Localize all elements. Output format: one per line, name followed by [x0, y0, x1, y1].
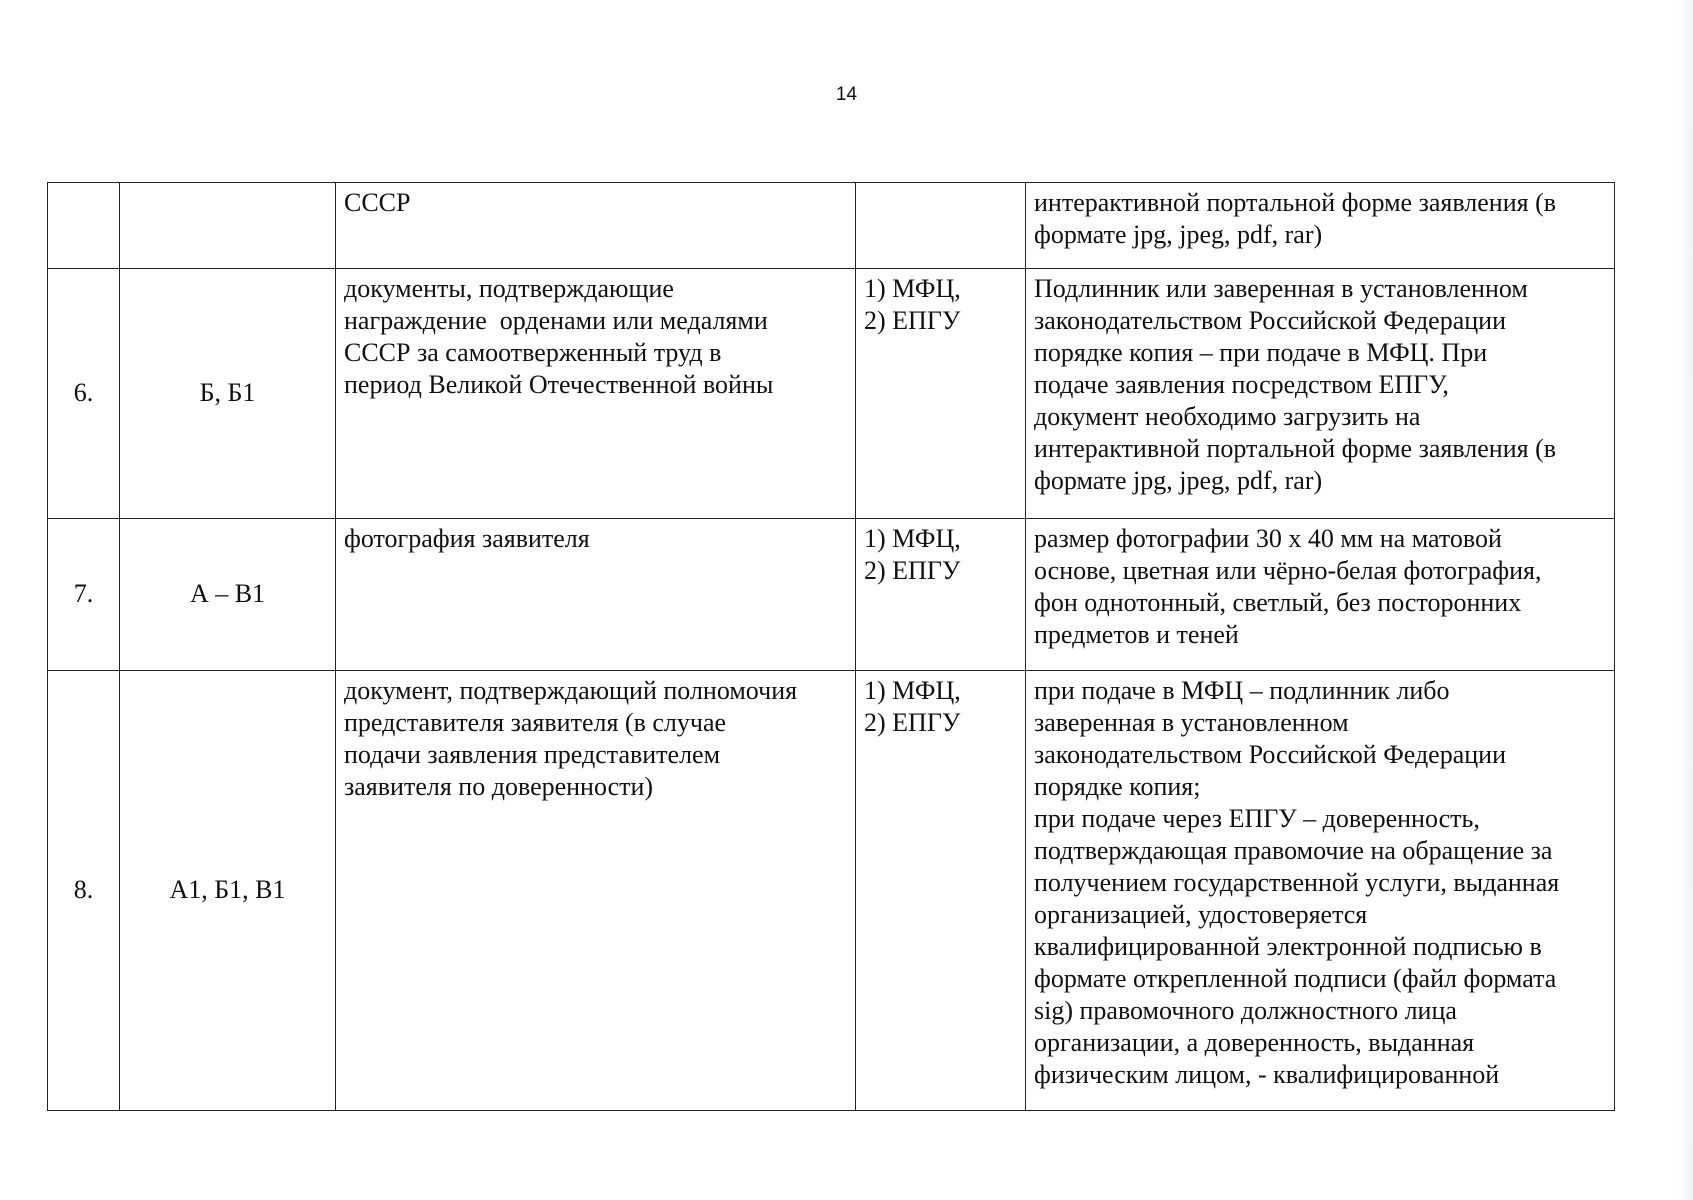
requirements-cell [1026, 671, 1615, 1111]
requirements-line: получением государственной услуги, выданная [1034, 868, 1560, 897]
requirements-line: законодательством Российской Федерации [1034, 306, 1506, 335]
requirements-line: организацией, удостоверяется [1034, 900, 1368, 929]
row-number-cell: 7. [48, 519, 120, 671]
requirements-line: законодательством Российской Федерации [1034, 740, 1506, 769]
requirements-line: интерактивной портальной форме заявления (в [1034, 434, 1557, 463]
requirements-line: порядке копия – при подаче в МФЦ. При [1034, 338, 1488, 367]
documents-table [47, 182, 1615, 1111]
requirements-line: формате jpg, jpeg, pdf, rar) [1034, 220, 1323, 249]
scan-edge-shadow [1679, 0, 1693, 1200]
requirements-line: порядке копия; [1034, 772, 1201, 801]
method-cell [856, 183, 1026, 269]
method-line: 1) МФЦ, [864, 274, 961, 303]
method-line: 1) МФЦ, [864, 676, 961, 705]
method-line: 2) ЕПГУ [864, 556, 961, 585]
requirements-line: фон однотонный, светлый, без посторонних [1034, 588, 1522, 617]
document-line: документ, подтверждающий полномочия [344, 676, 798, 705]
method-cell [856, 519, 1026, 671]
requirements-line: размер фотографии 30 х 40 мм на матовой [1034, 524, 1502, 553]
document-line: СССР [344, 188, 411, 217]
document-line: заявителя по доверенности) [344, 772, 654, 801]
requirements-line: при подаче в МФЦ – подлинник либо [1034, 676, 1450, 705]
document-line: подачи заявления представителем [344, 740, 721, 769]
requirements-line: физическим лицом, - квалифицированной [1034, 1060, 1500, 1089]
requirements-line: интерактивной портальной форме заявления (в [1034, 188, 1557, 217]
document-cell [336, 519, 856, 671]
category-cell: А – В1 [120, 519, 336, 671]
table-row-continuation [48, 183, 1615, 269]
row-number-cell: 6. [48, 269, 120, 519]
requirements-line: при подаче через ЕПГУ – доверенность, [1034, 804, 1480, 833]
requirements-line: формате jpg, jpeg, pdf, rar) [1034, 466, 1323, 495]
requirements-line: Подлинник или заверенная в установленном [1034, 274, 1528, 303]
requirements-line: квалифицированной электронной подписью в [1034, 932, 1542, 961]
requirements-line: подтверждающая правомочие на обращение за [1034, 836, 1553, 865]
document-cell [336, 183, 856, 269]
method-cell [856, 269, 1026, 519]
category-cell [120, 183, 336, 269]
table-row-8 [48, 671, 1615, 1111]
requirements-line: подаче заявления посредством ЕПГУ, [1034, 370, 1449, 399]
document-line: период Великой Отечественной войны [344, 370, 774, 399]
document-cell [336, 671, 856, 1111]
page-number: 14 [835, 84, 858, 105]
requirements-line: sig) правомочного должностного лица [1034, 996, 1457, 1025]
requirements-line: документ необходимо загрузить на [1034, 402, 1421, 431]
document-line: награждение орденами или медалями [344, 306, 768, 335]
table-row-6 [48, 269, 1615, 519]
requirements-line: заверенная в установленном [1034, 708, 1349, 737]
method-line: 2) ЕПГУ [864, 708, 961, 737]
requirements-line: организации, а доверенность, выданная [1034, 1028, 1475, 1057]
requirements-cell [1026, 519, 1615, 671]
category-cell: А1, Б1, В1 [120, 671, 336, 1111]
row-number-cell: 8. [48, 671, 120, 1111]
requirements-cell [1026, 183, 1615, 269]
requirements-line: основе, цветная или чёрно-белая фотография, [1034, 556, 1542, 585]
category-cell: Б, Б1 [120, 269, 336, 519]
method-cell [856, 671, 1026, 1111]
document-line: представителя заявителя (в случае [344, 708, 727, 737]
method-line: 2) ЕПГУ [864, 306, 961, 335]
requirements-line: предметов и теней [1034, 620, 1239, 649]
document-cell [336, 269, 856, 519]
requirements-line: формате открепленной подписи (файл формата [1034, 964, 1557, 993]
requirements-cell [1026, 269, 1615, 519]
table-row-7 [48, 519, 1615, 671]
method-line: 1) МФЦ, [864, 524, 961, 553]
document-line: СССР за самоотверженный труд в [344, 338, 722, 367]
row-number-cell [48, 183, 120, 269]
document-line: фотография заявителя [344, 524, 590, 553]
document-line: документы, подтверждающие [344, 274, 674, 303]
